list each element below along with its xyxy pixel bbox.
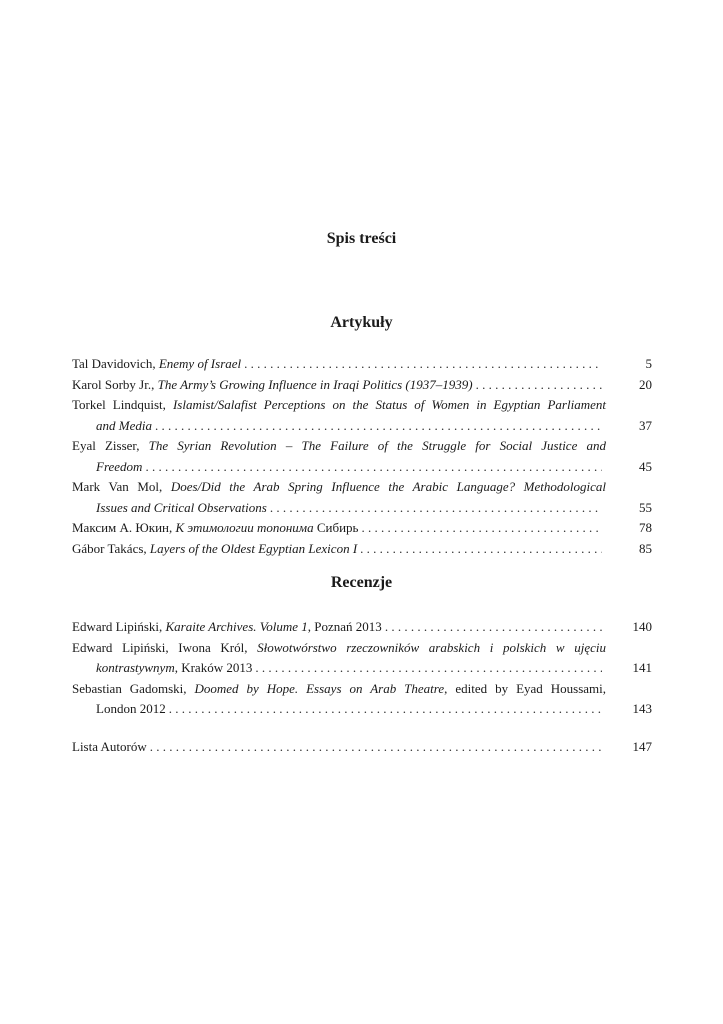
entry-title-line1: The Syrian Revolution – The Failure of the Struggle for Social Justice and	[148, 438, 606, 453]
leader-dots	[270, 498, 602, 519]
entry-author: Sebastian Gadomski,	[72, 680, 195, 696]
entry-title: Layers of the Oldest Egyptian Lexicon I	[149, 540, 358, 556]
entry-title: Karaite Archives. Volume 1	[165, 619, 308, 634]
toc-entry[interactable]	[72, 477, 652, 518]
entry-page: 5	[645, 356, 652, 371]
entry-page: 141	[632, 660, 652, 675]
toc-entry[interactable]	[72, 518, 652, 539]
entry-title: Doomed by Hope	[194, 680, 295, 696]
leader-dots	[244, 354, 602, 375]
leader-dots	[169, 699, 602, 720]
toc-entry[interactable]	[72, 375, 652, 396]
section-title-articles: Artykuły	[330, 314, 393, 331]
leader-dots	[155, 416, 602, 437]
entry-title-line1: Słowotwórstwo rzeczowników arabskich i polskich w ujęciu	[257, 639, 606, 655]
entry-title-line1: Does/Did the Arab Spring Influence the Arabic Language? Methodological	[170, 479, 606, 494]
leader-dots	[360, 539, 602, 560]
entry-title: К этимологии топонима	[175, 520, 314, 535]
toc-entry[interactable]	[72, 737, 652, 758]
leader-dots	[385, 617, 602, 638]
entry-title-suffix: , Poznań 2013	[307, 619, 382, 634]
entry-title-line1: Islamist/Salafist Perceptions on the Status of Women in Egyptian Parliament	[172, 397, 606, 412]
leader-dots	[362, 518, 603, 539]
entry-title: The Army’s Growing Influence in Iraqi Politics (1937–1939)	[157, 376, 473, 392]
toc-entry[interactable]	[72, 354, 652, 375]
toc-entry[interactable]	[72, 395, 652, 436]
entry-label: Lista Autorów	[72, 739, 147, 754]
leader-dots	[476, 375, 602, 396]
entry-title-line2: kontrastywnym	[96, 660, 175, 675]
entry-title-suffix: Сибирь	[313, 520, 359, 535]
toc-entry[interactable]	[72, 617, 652, 638]
entry-page: 55	[639, 499, 652, 515]
entry-page: 20	[639, 376, 652, 392]
entry-page: 45	[639, 458, 652, 474]
entry-author: Edward Lipiński,	[72, 619, 166, 634]
entry-title-rest: . Essays on Arab Theatre	[294, 680, 445, 696]
entry-page: 143	[632, 701, 652, 716]
toc-articles	[72, 354, 652, 559]
entry-author: Torkel Lindquist,	[72, 397, 173, 412]
entry-author: Gábor Takács,	[72, 540, 150, 556]
leader-dots	[145, 457, 602, 478]
entry-title-line2: Issues and Critical Observations	[96, 499, 267, 515]
entry-author: Tal Davidovich,	[72, 356, 159, 371]
entry-page: 85	[639, 540, 652, 556]
entry-title: Enemy of Israel	[158, 356, 242, 371]
entry-page: 78	[639, 520, 652, 535]
toc-entry[interactable]	[72, 436, 652, 477]
toc-entry[interactable]	[72, 679, 652, 720]
leader-dots	[150, 737, 602, 758]
toc-authors	[72, 737, 652, 758]
leader-dots	[255, 658, 602, 679]
entry-title-line2: Freedom	[96, 458, 143, 474]
toc-reviews	[72, 617, 652, 720]
entry-title-line2: and Media	[96, 417, 152, 433]
entry-author: Mark Van Mol,	[72, 479, 171, 494]
section-title-reviews: Recenzje	[330, 574, 393, 591]
toc-entry[interactable]	[72, 539, 652, 560]
entry-page: 140	[632, 619, 652, 634]
entry-line2: London 2012	[96, 701, 166, 716]
entry-author: Karol Sorby Jr.,	[72, 376, 158, 392]
entry-page: 37	[639, 417, 652, 433]
toc-entry[interactable]	[72, 638, 652, 679]
page-title: Spis treści	[326, 230, 397, 247]
entry-author: Eyal Zisser,	[72, 438, 149, 453]
entry-title-suffix: , Kraków 2013	[174, 660, 253, 675]
entry-title-suffix: , edited by Eyad Houssami,	[444, 680, 606, 696]
entry-author: Максим А. Юкин,	[72, 520, 176, 535]
entry-page: 147	[632, 739, 652, 754]
entry-author: Edward Lipiński, Iwona Król,	[72, 639, 258, 655]
